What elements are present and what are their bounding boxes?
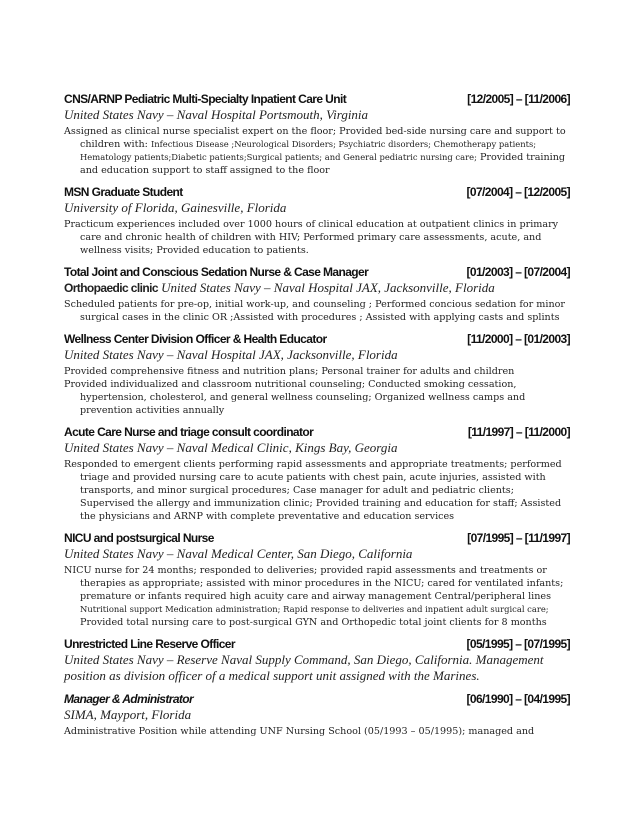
description-line: Nutritional support Medication administration; Rapid response to deliveries and inpatient adult surgical care; bbox=[80, 604, 549, 614]
entry-title: MSN Graduate Student bbox=[64, 185, 183, 199]
description-line: Assigned as clinical nurse specialist expert on the floor; Provided bed-side nursing care and support to children with: bbox=[64, 126, 566, 150]
description-line: NICU nurse for 24 months; responded to deliveries; provided rapid assessments and treatments or therapies as appropriate; assisted with minor procedures in the NICU; cared for ventilated infants; premature or infants required high acuity care and airway management Central/peripheral lines bbox=[64, 565, 564, 602]
entry-organization: University of Florida, Gainesville, Florida bbox=[64, 200, 287, 215]
entry-header bbox=[64, 637, 570, 652]
description-line: Provided individualized and classroom nutritional counseling; Conducted smoking cessation, hypertension, cholesterol, and general wellness counseling; Organized wellness camps and prevention activities annually bbox=[64, 379, 526, 416]
entry-organization bbox=[64, 280, 570, 296]
entry-title: Unrestricted Line Reserve Officer bbox=[64, 637, 235, 651]
entry-organization: United States Navy – Naval Hospital Portsmouth, Virginia bbox=[64, 107, 369, 122]
entry-header bbox=[64, 692, 570, 707]
entry-organization-continued: position as division officer of a medical support unit assigned with the Marines. bbox=[64, 668, 480, 683]
experience-entry bbox=[64, 637, 570, 684]
description-line: Provided comprehensive fitness and nutrition plans; Personal trainer for adults and children bbox=[64, 366, 515, 377]
experience-entry bbox=[64, 531, 570, 629]
experience-entry bbox=[64, 425, 570, 523]
entry-header bbox=[64, 425, 570, 440]
entry-dates: [11/2000] – [01/2003] bbox=[467, 332, 570, 346]
experience-entry bbox=[64, 265, 570, 324]
entry-dates: [07/1995] – [11/1997] bbox=[467, 531, 570, 545]
entry-dates: [01/2003] – [07/2004] bbox=[466, 265, 570, 279]
entry-organization: United States Navy – Naval Medical Center, San Diego, California bbox=[64, 546, 413, 561]
entry-dates: [06/1990] – [04/1995] bbox=[466, 692, 570, 706]
entry-description bbox=[64, 218, 570, 257]
entry-description bbox=[64, 564, 570, 629]
experience-entry bbox=[64, 92, 570, 177]
entry-description bbox=[64, 125, 570, 177]
entry-description bbox=[64, 298, 570, 324]
entry-dates: [12/2005] – [11/2006] bbox=[467, 92, 570, 106]
description-line: Administrative Position while attending UNF Nursing School (05/1993 – 05/1995); managed and bbox=[64, 726, 535, 737]
description-line: Practicum experiences included over 1000 hours of clinical education at outpatient clinics in primary care and chronic health of children with HIV; Performed primary care assessments, acute, and wellness visits; Provided education to patients. bbox=[64, 219, 559, 256]
entry-title: Acute Care Nurse and triage consult coordinator bbox=[64, 425, 314, 439]
entry-organization: United States Navy – Reserve Naval Supply Command, San Diego, California. Management bbox=[64, 652, 544, 667]
entry-title: Wellness Center Division Officer & Health Educator bbox=[64, 332, 327, 346]
entry-dates: [05/1995] – [07/1995] bbox=[466, 637, 570, 651]
experience-section bbox=[64, 92, 570, 746]
experience-entry bbox=[64, 332, 570, 417]
description-line: Infectious Disease ;Neurological Disorders; Psychiatric disorders; Chemotherapy patients; Hematology patients;Diabetic patients;Surgical patients; and General pediatric nursing care; bbox=[80, 139, 537, 162]
entry-dates: [07/2004] – [12/2005] bbox=[466, 185, 570, 199]
description-line: Provided total nursing care to post-surgical GYN and Orthopedic total joint clients for 8 months bbox=[80, 617, 547, 628]
description-line: Responded to emergent clients performing rapid assessments and appropriate treatments; performed triage and provided nursing care to acute patients with chest pain, acute injuries, assisted with transports, and minor surgical procedures; Case manager for adult and pediatric clients; Supervised the allergy and immunization clinic; Provided training and education for staff; Assisted the physicians and ARNP with complete preventative and education services bbox=[64, 459, 562, 522]
entry-description bbox=[64, 458, 570, 523]
entry-organization-name: United States Navy – Naval Hospital JAX, Jacksonville, Florida bbox=[161, 280, 495, 295]
description-line: Provided training and education support to staff assigned to the floor bbox=[80, 152, 566, 176]
entry-header bbox=[64, 332, 570, 347]
entry-header bbox=[64, 531, 570, 546]
entry-title: NICU and postsurgical Nurse bbox=[64, 531, 214, 545]
entry-header bbox=[64, 185, 570, 200]
entry-header bbox=[64, 92, 570, 107]
entry-organization: SIMA, Mayport, Florida bbox=[64, 707, 192, 722]
entry-dates: [11/1997] – [11/2000] bbox=[467, 425, 570, 439]
entry-organization: United States Navy – Naval Hospital JAX, Jacksonville, Florida bbox=[64, 347, 398, 362]
entry-title: Total Joint and Conscious Sedation Nurse & Case Manager bbox=[64, 265, 369, 279]
entry-description bbox=[64, 365, 570, 417]
entry-organization: United States Navy – Naval Medical Clinic, Kings Bay, Georgia bbox=[64, 440, 398, 455]
entry-department: Orthopaedic clinic bbox=[64, 281, 158, 295]
experience-entry bbox=[64, 185, 570, 257]
experience-entry bbox=[64, 692, 570, 738]
entry-description bbox=[64, 725, 570, 738]
entry-header bbox=[64, 265, 570, 280]
entry-title: Manager & Administrator bbox=[64, 692, 194, 706]
entry-title: CNS/ARNP Pediatric Multi-Specialty Inpatient Care Unit bbox=[64, 92, 347, 106]
description-line: Scheduled patients for pre-op, initial work-up, and counseling ; Performed concious sedation for minor surgical cases in the clinic OR ;Assisted with procedures ; Assisted with applying casts and splints bbox=[64, 299, 566, 323]
